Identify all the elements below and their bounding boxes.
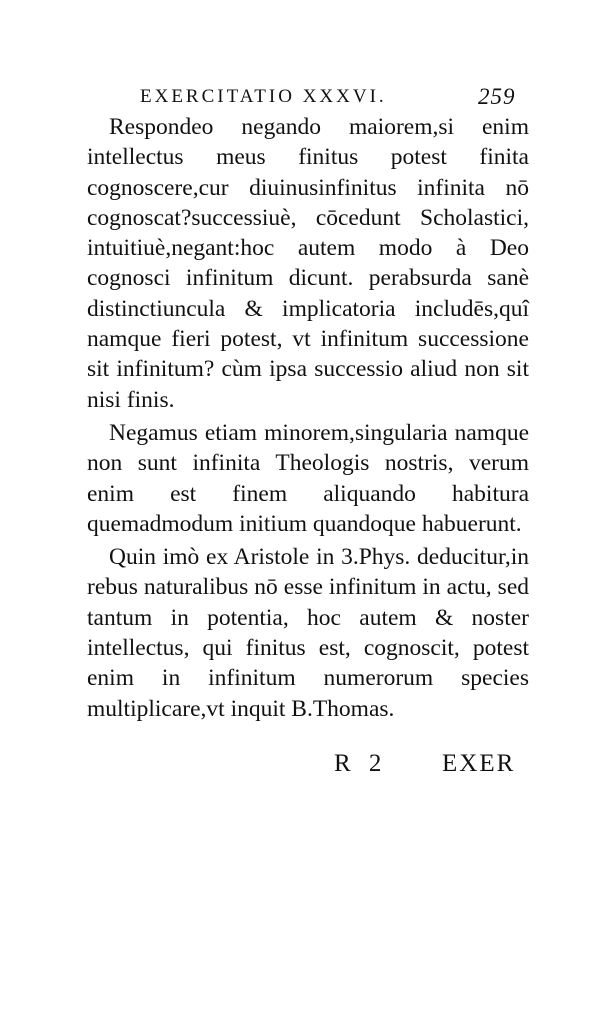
signature-mark: R 2: [334, 750, 388, 777]
page-footer: [334, 750, 534, 784]
paragraph-1: Respondeo negando maiorem,si enim intellectus meus finitus potest finita cognoscere,cur diuinusinfinitus infinita nō cognoscat?successiuè, cōcedunt Scholastici, intuitiuè,negant:hoc autem modo à Deo cognosci infinitum dicunt. perabsurda sanè distinctiuncula & implicatoria includēs,quî namque fieri potest, vt infinitum successione sit infinitum? cùm ipsa successio aliud non sit nisi finis.: [87, 114, 529, 413]
running-title: EXERCITATIO XXXVI.: [140, 86, 387, 107]
page-number: 259: [478, 84, 516, 109]
paragraph-2: Negamus etiam minorem,singularia namque non sunt infinita Theologis nostris, verum enim est finem aliquando habitura quemadmodum initium quandoque habuerunt.: [87, 419, 529, 537]
text-block: [87, 112, 529, 724]
catchword: EXER: [442, 750, 516, 777]
running-head: [140, 86, 540, 112]
paragraph-3: Quin imò ex Aristole in 3.Phys. deducitur,in rebus naturalibus nō esse infinitum in actu, sed tantum in potentia, hoc autem & noster intellectus, qui finitus est, cognoscit, potest enim in infinitum numerorum species multiplicare,vt inquit B.Thomas.: [87, 544, 529, 722]
